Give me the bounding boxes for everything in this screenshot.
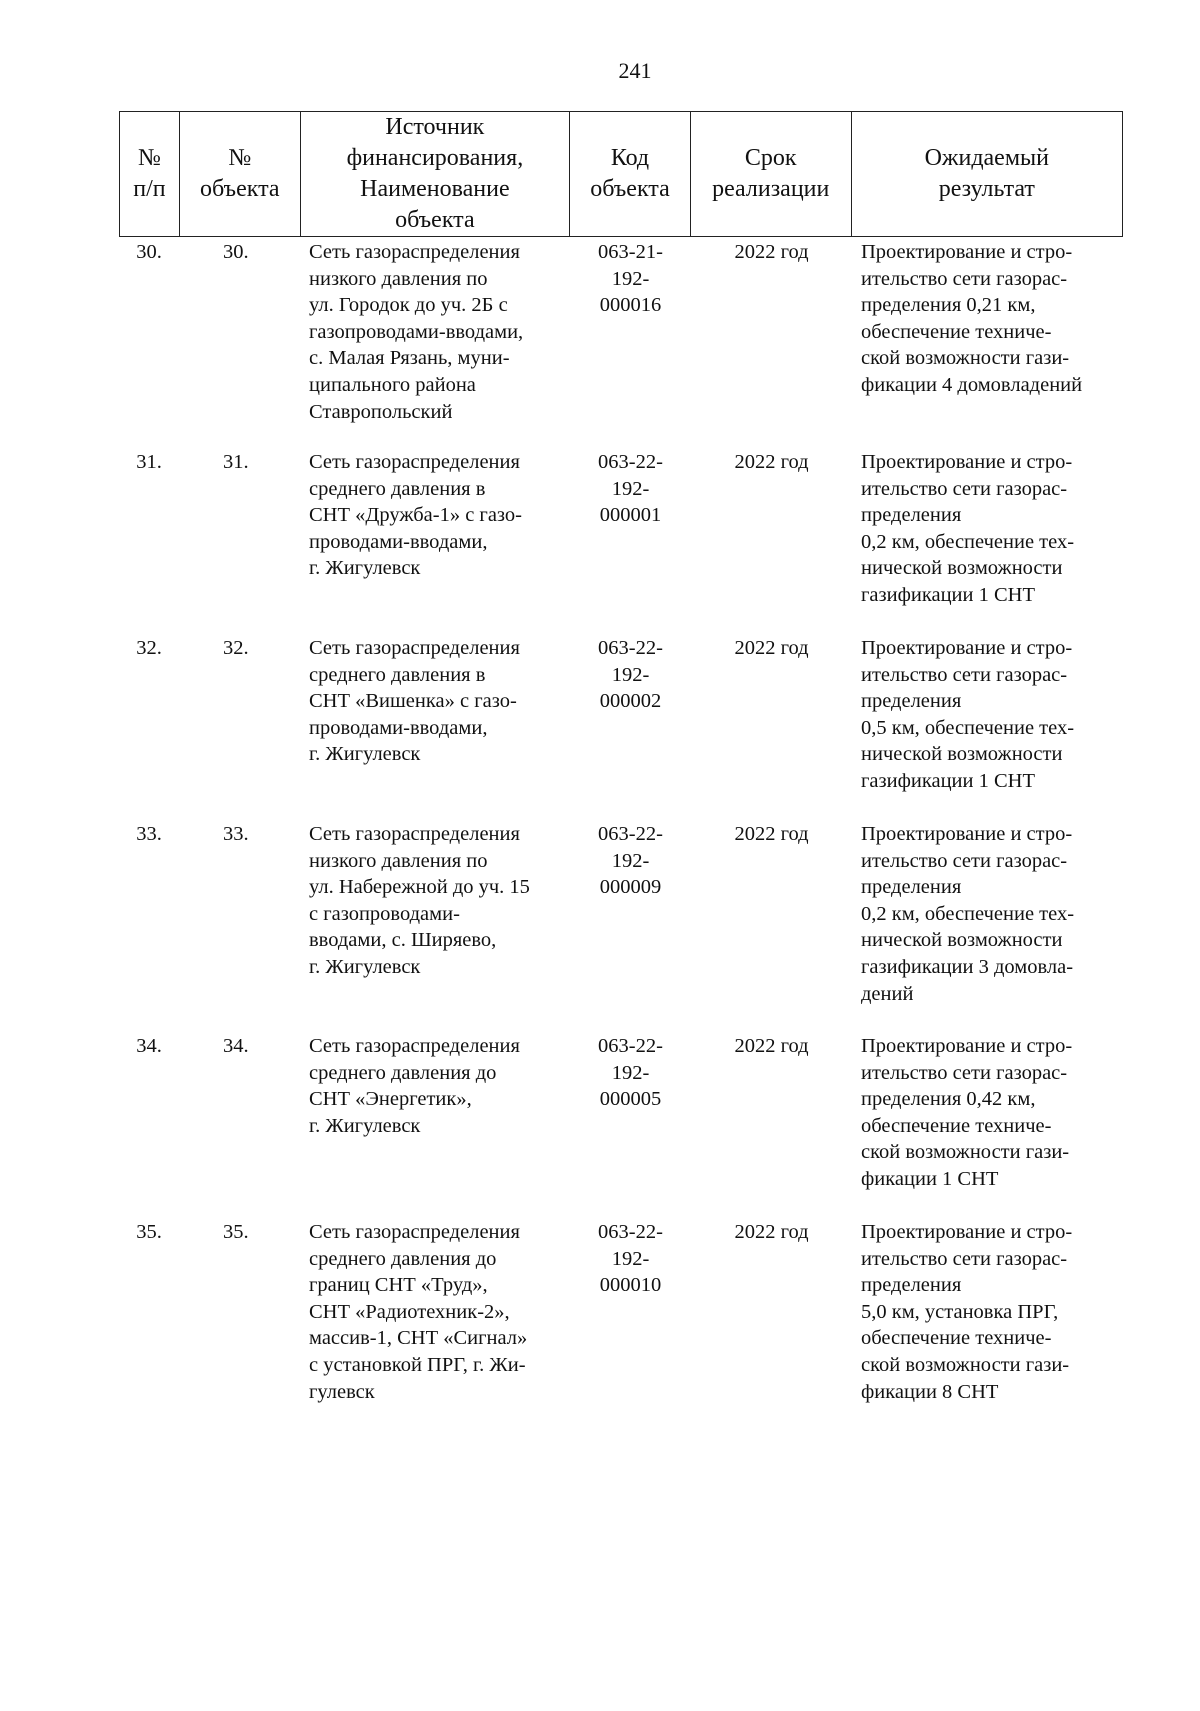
object-name: Сеть газораспределения среднего давления до СНТ «Энергетик», г. Жигулевск <box>309 1035 520 1137</box>
object-number: 33. <box>223 823 249 845</box>
table-row <box>119 635 1123 821</box>
expected-result: Проектирование и стро- ительство сети газорас- пределения 0,21 км, обеспечение техниче- ской возможности гази- фикации 4 домовладений <box>861 241 1083 396</box>
expected-result: Проектирование и стро- ительство сети газорас- пределения 0,2 км, обеспечение тех- нической возможности газификации 3 домовла- дений <box>861 823 1075 1005</box>
table-row <box>119 239 1123 449</box>
page-number: 241 <box>618 58 652 83</box>
table-row <box>119 821 1123 1033</box>
row-number: 34. <box>136 1035 162 1057</box>
header-cell-source-name: Источник финансирования, Наименование объекта <box>301 112 570 236</box>
expected-result: Проектирование и стро- ительство сети газорас- пределения 5,0 км, установка ПРГ, обеспечение техниче- ской возможности гази- фикации 8 СНТ <box>861 1221 1073 1403</box>
object-number: 35. <box>223 1221 249 1243</box>
object-number: 32. <box>223 637 249 659</box>
header-cell-object-number: № объекта <box>180 112 301 236</box>
header-cell-term: Срок реализации <box>691 112 852 236</box>
object-code: 063-21- 192- 000016 <box>598 241 663 317</box>
object-code: 063-22- 192- 000010 <box>598 1221 663 1297</box>
object-name: Сеть газораспределения среднего давления в СНТ «Вишенка» с газо- проводами-вводами, г. Жигулевск <box>309 637 520 766</box>
header-cell-row-number: № п/п <box>120 112 180 236</box>
expected-result: Проектирование и стро- ительство сети газорас- пределения 0,5 км, обеспечение тех- нической возможности газификации 1 СНТ <box>861 637 1075 792</box>
implementation-term: 2022 год <box>734 637 809 659</box>
object-name: Сеть газораспределения низкого давления по ул. Набережной до уч. 15 с газопроводами- вводами, с. Ширяево, г. Жигулевск <box>309 823 530 978</box>
object-code: 063-22- 192- 000001 <box>598 451 663 527</box>
implementation-term: 2022 год <box>734 451 809 473</box>
object-name: Сеть газораспределения среднего давления до границ СНТ «Труд», СНТ «Радиотехник-2», массив-1, СНТ «Сигнал» с установкой ПРГ, г. Жи- гулевск <box>309 1221 528 1403</box>
row-number: 32. <box>136 637 162 659</box>
table-row <box>119 1033 1123 1219</box>
row-number: 35. <box>136 1221 162 1243</box>
object-number: 30. <box>223 241 249 263</box>
object-code: 063-22- 192- 000005 <box>598 1035 663 1111</box>
header-cell-object-code: Код объекта <box>570 112 691 236</box>
object-name: Сеть газораспределения среднего давления в СНТ «Дружба-1» с газо- проводами-вводами, г. Жигулевск <box>309 451 522 580</box>
row-number: 31. <box>136 451 162 473</box>
implementation-term: 2022 год <box>734 1221 809 1243</box>
object-number: 31. <box>223 451 249 473</box>
table-row <box>119 449 1123 635</box>
object-code: 063-22- 192- 000009 <box>598 823 663 899</box>
row-number: 33. <box>136 823 162 845</box>
table-row <box>119 1219 1123 1431</box>
table-header-row <box>119 111 1123 237</box>
row-number: 30. <box>136 241 162 263</box>
object-number: 34. <box>223 1035 249 1057</box>
expected-result: Проектирование и стро- ительство сети газорас- пределения 0,42 км, обеспечение техниче- ской возможности гази- фикации 1 СНТ <box>861 1035 1073 1190</box>
implementation-term: 2022 год <box>734 823 809 845</box>
implementation-term: 2022 год <box>734 241 809 263</box>
expected-result: Проектирование и стро- ительство сети газорас- пределения 0,2 км, обеспечение тех- нической возможности газификации 1 СНТ <box>861 451 1075 606</box>
implementation-term: 2022 год <box>734 1035 809 1057</box>
object-name: Сеть газораспределения низкого давления по ул. Городок до уч. 2Б с газопроводами-вводами, с. Малая Рязань, муни- ципального района Ставропольский <box>309 241 524 423</box>
objects-table <box>119 111 1123 1431</box>
header-cell-expected-result: Ожидаемый результат <box>924 145 1049 202</box>
object-code: 063-22- 192- 000002 <box>598 637 663 713</box>
